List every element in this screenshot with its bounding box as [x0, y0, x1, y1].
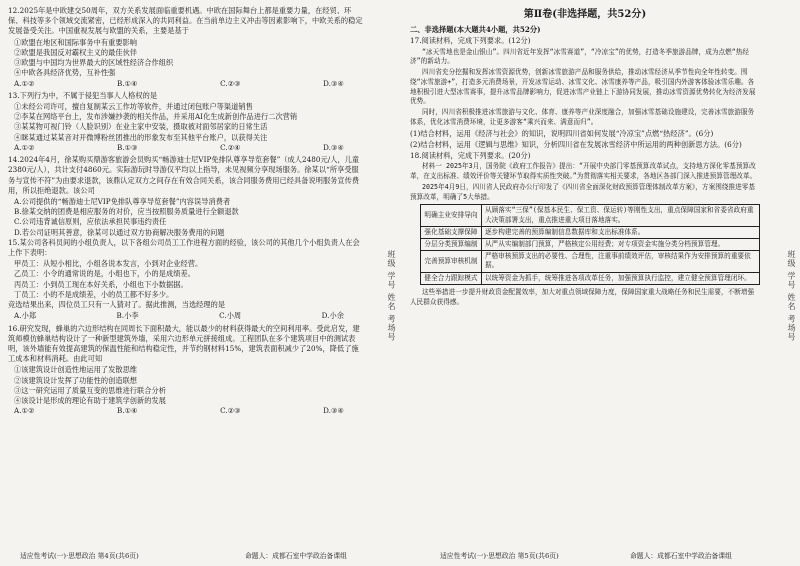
option: ②欧盟是我国反对霸权主义的最佳伙伴: [14, 47, 138, 57]
material-text: 四川省充分挖掘和发挥冰雪资源优势，创新冰雪旅游产品和服务供给，推动冰雪经济从季节性向全年性转变。围绕“冰雪旅游+”，打造多元消费场景，开发冰雪运动、冰雪文化、冰雪康养等产品，吸引国内外游客体验冰雪乐趣。各地积极引进大型冰雪赛事，提升冰雪品牌影响力，促进冰雪产业链上下游协同发展，推动冰雪资源优势转化为经济发展优势。: [410, 68, 756, 106]
question-stem: 17.阅读材料，完成下列要求。(12分): [410, 36, 531, 46]
sub-question: (2)结合材料，运用《逻辑与思维》知识，分析四川省在发展冰雪经济中所运用的两种创新思方法。(6分): [410, 139, 742, 149]
option: D.若公司证明其善意，徐某可以通过双方协商解决服务费用的问题: [14, 227, 225, 237]
choice: A.①②: [14, 78, 35, 88]
option: 丙员工：小到员工现在本好关系，小组也下小数据据。: [14, 279, 188, 289]
left-page: [0, 0, 372, 566]
option: ③某某物可视门铃（人脸识别）在业主家中安装，摄取被对面邻居家的日常生活: [14, 122, 268, 132]
table-cell-label: 明确主业安排导向: [421, 205, 482, 226]
sub-question: (1)结合材料，运用《经济与社会》的知识，说明四川省如何发展“冷凉宝”点燃“热经济”。(6分): [410, 128, 714, 138]
option: ③欧盟与中国均为世界最大的区域性经济合作组织: [14, 58, 174, 68]
choice: D.小余: [321, 311, 344, 321]
choice-row: [14, 79, 344, 89]
table-cell-label: 健全合力跟踪模式: [421, 272, 482, 284]
table-cell-label: 强化基础支撑保障: [421, 226, 482, 238]
option: A.公司提供的“畅游迪士尼VIP免排队尊享导览套餐”内容误导消费者: [14, 196, 231, 206]
choice: D.③④: [323, 78, 344, 88]
question-followup: 竞选结果出来，四位员工只有一人猜对了。据此推测，当选经理的是: [8, 300, 226, 310]
table-cell-body: 以统筹资金为抓手，统筹推进各项改革任务，加强预算执行监控，建立健全预算管理闭环。: [482, 272, 760, 284]
choice: A.①②: [14, 406, 35, 416]
section-title: 第Ⅱ卷(非选择题，共52分): [523, 9, 647, 20]
choice: C.②③: [220, 78, 241, 88]
choice: B.①③: [116, 142, 138, 152]
choice: C.小周: [219, 311, 242, 321]
question-stem: 14.2024年4月，徐某购买鼎游客旅游会员购买“畅游迪士尼VIP免排队尊享导览套餐”（成人2480元/人，儿童2380元/人），共计支付4860元。实际游玩时导游仅平均以上指导，未见视频分享现场服务。徐某以“所享受服务与宣传不符”为由要求退款，该鼎认定双方之间存在有效合同关系，该合同服务费用已经具备说明服务宣传费用，所以拒绝退款。该公司: [8, 155, 360, 195]
question-stem: 18.阅读材料，完成下列要求。(20分): [410, 151, 531, 161]
option: ①未经公司许可，擅自复制某云工作坊等软件，并通过闭包账户等渠道销售: [14, 101, 253, 111]
measures-table: [420, 204, 760, 285]
question-12: [8, 6, 364, 89]
table-row: [421, 226, 760, 238]
page-footer-author: 命题人：成都石室中学政治备课组: [630, 552, 732, 560]
option: ②该建筑设计发挥了功能性的创造联想: [14, 375, 138, 385]
choice-row: [14, 143, 344, 153]
choice: A.小郑: [14, 311, 37, 321]
option: ①欧盟在地区和国际事务中有重要影响: [14, 37, 138, 47]
choice: B.小李: [116, 311, 139, 321]
material-text: 同时，四川省积极推进冰雪旅游与文化、体育、康养等产业深度融合，加强冰雪基础设施建设，完善冰雪旅游服务体系，优化冰雪消费环境，让更多游客“乘兴而来、满意而归”。: [410, 108, 755, 126]
option: 甲员工：从短小相比，小组各说本发言，小到对企业经营。: [14, 259, 203, 269]
option: 乙员工：小令的通常说的是，小组也下，小的是成绩差。: [14, 269, 195, 279]
option: ④眯某通过某某音对开微博粉丝团推出的形象发布至其他平台账户，以获得关注: [14, 132, 268, 142]
question-16: [8, 324, 364, 417]
question-stem: 13.下列行为中，不属于侵犯当事人人格权的是: [8, 90, 158, 100]
table-cell-label: 分层分类预算编制: [421, 238, 482, 250]
table-cell-body: 逐步构建完善的预算编制信息数据库和支出标准体系。: [482, 226, 760, 238]
material-text: 材料一 2025年3月，国务院《政府工作报告》提出：“开展中央部门零基预算改革试点，支持地方深化零基预算改革，在支出标准、绩效评价等关键环节取得实质性突破。”为贯彻落实相关要求，各地区各部门深入推进预算管理改革。: [410, 162, 757, 181]
material-text: “冰天雪地也是金山银山”。四川省近年发挥“冰雪赛道”，“冷凉宝”的优势，打造冬季旅游品牌，成为点燃“热经济”的新动力。: [410, 47, 750, 66]
choice: B.①④: [116, 406, 138, 416]
table-row: [421, 272, 760, 284]
material-text: 这些举措进一步提升财政资金配置效率，加大对重点领域保障力度，保障国家重大战略任务和民生需要，不断增强人民群众获得感。: [410, 287, 755, 306]
question-13: [8, 91, 364, 153]
question-stem: 15.某公司各科员间的小组负责人，以下各组公司员工工作进程方面的经验，该公司的其他几个小组负责人在会上作下表明：: [8, 237, 360, 258]
material-text: 2025年4月9日，四川省人民政府办公厅印发了《四川省全面深化财政预算管理体制改革方案》，方案围绕推进零基预算改革，明确了5大举措。: [410, 182, 756, 201]
question-17: [410, 36, 760, 150]
table-cell-body: 严格审核预算支出的必要性、合理性，注重事前绩效评估，审核结果作为安排预算的重要依据。: [482, 251, 760, 272]
option: B.徐某交纳的团费是相应服务的对价，应当按照服务质量进行全额退款: [14, 207, 239, 217]
table-cell-label: 完善预算审核机制: [421, 251, 482, 272]
question-18: [410, 151, 760, 307]
right-page: [402, 0, 768, 566]
choice: A.①②: [14, 142, 35, 152]
option: ④中欧各具经济优势，互补性强: [14, 68, 116, 78]
table-cell-body: 从严从实编制部门预算，严格核定公用经费；对专项资金实施分类分档预算管理。: [482, 238, 760, 250]
option: C.公司违背诚信原则，应依法承担民事违约责任: [14, 217, 167, 227]
choice-row: [14, 311, 344, 321]
table-row: [421, 251, 760, 272]
option: ④该设计是形成的理论有助于建筑学创新的发展: [14, 396, 166, 406]
table-row: [421, 238, 760, 250]
choice: D.③④: [323, 406, 344, 416]
option: ②李某在网络平台上，发布涉嫌抄袭的相关作品，并采用AI化生成新创作品进行二次营销: [14, 112, 298, 122]
question-stem: 16.研究发现，蜂巢的六边形结构在同周长下面积最大，能以最少的材料获得最大的空间利用率。受此启发，建筑师模仿蜂巢结构设计了一种新型建筑外墙，采用六边形单元拼接组成。工程团队在多个建筑项目中的测试表明，该外墙能有效提高建筑的保温性能和结构稳定性，并节约钢材料15%，建筑表面积减少了20%，降低了施工成本和材料消耗。由此可知: [8, 323, 360, 364]
choice: C.②④: [220, 142, 241, 152]
option: 丁员工：小的不是成绩差，小的员工都不好多少。: [14, 289, 174, 299]
question-15: [8, 238, 364, 322]
table-row: [421, 205, 760, 226]
question-14: [8, 155, 364, 238]
option: ①该建筑设计创造性地运用了发散思维: [14, 365, 138, 375]
choice: D.③④: [323, 142, 344, 152]
page-footer: 适应性考试(一)·思想政治 第4页(共6页): [20, 552, 139, 560]
option: ③这一研究运用了质量互变的思维进行联合分析: [14, 385, 166, 395]
part-title: 二、非选择题(本大题共4小题，共52分): [410, 25, 541, 35]
page-footer-author: 命题人：成都石室中学政治备课组: [245, 552, 347, 560]
binding-margin-label: 班级 学号 姓名 考场号: [387, 250, 396, 342]
table-cell-body: 从顾落实“三保”(保基本民生、保工资、保运转)等刚性支出，重点保障国家和省委省政府重大决策部署支出，重点推进重大项目落地落实。: [482, 205, 760, 226]
choice-row: [14, 406, 344, 416]
question-stem: 12.2025年是中欧建交50周年，双方关系发展面临重要机遇。中欧在国际舞台上都是重要力量，在经贸、环保、科技等多个领域交流紧密，已经形成深入的共同利益。在当前单边主义冲击等因素影响下，中欧关系的稳定发展备受关注。中国重视发展与欧盟的关系，主要是基于: [8, 6, 363, 36]
choice: B.①④: [116, 78, 138, 88]
page-footer: 适应性考试(一)·思想政治 第5页(共6页): [440, 552, 559, 560]
choice: C.②③: [220, 406, 241, 416]
binding-margin-label: 班级 学号 姓名 考场号: [787, 250, 796, 342]
